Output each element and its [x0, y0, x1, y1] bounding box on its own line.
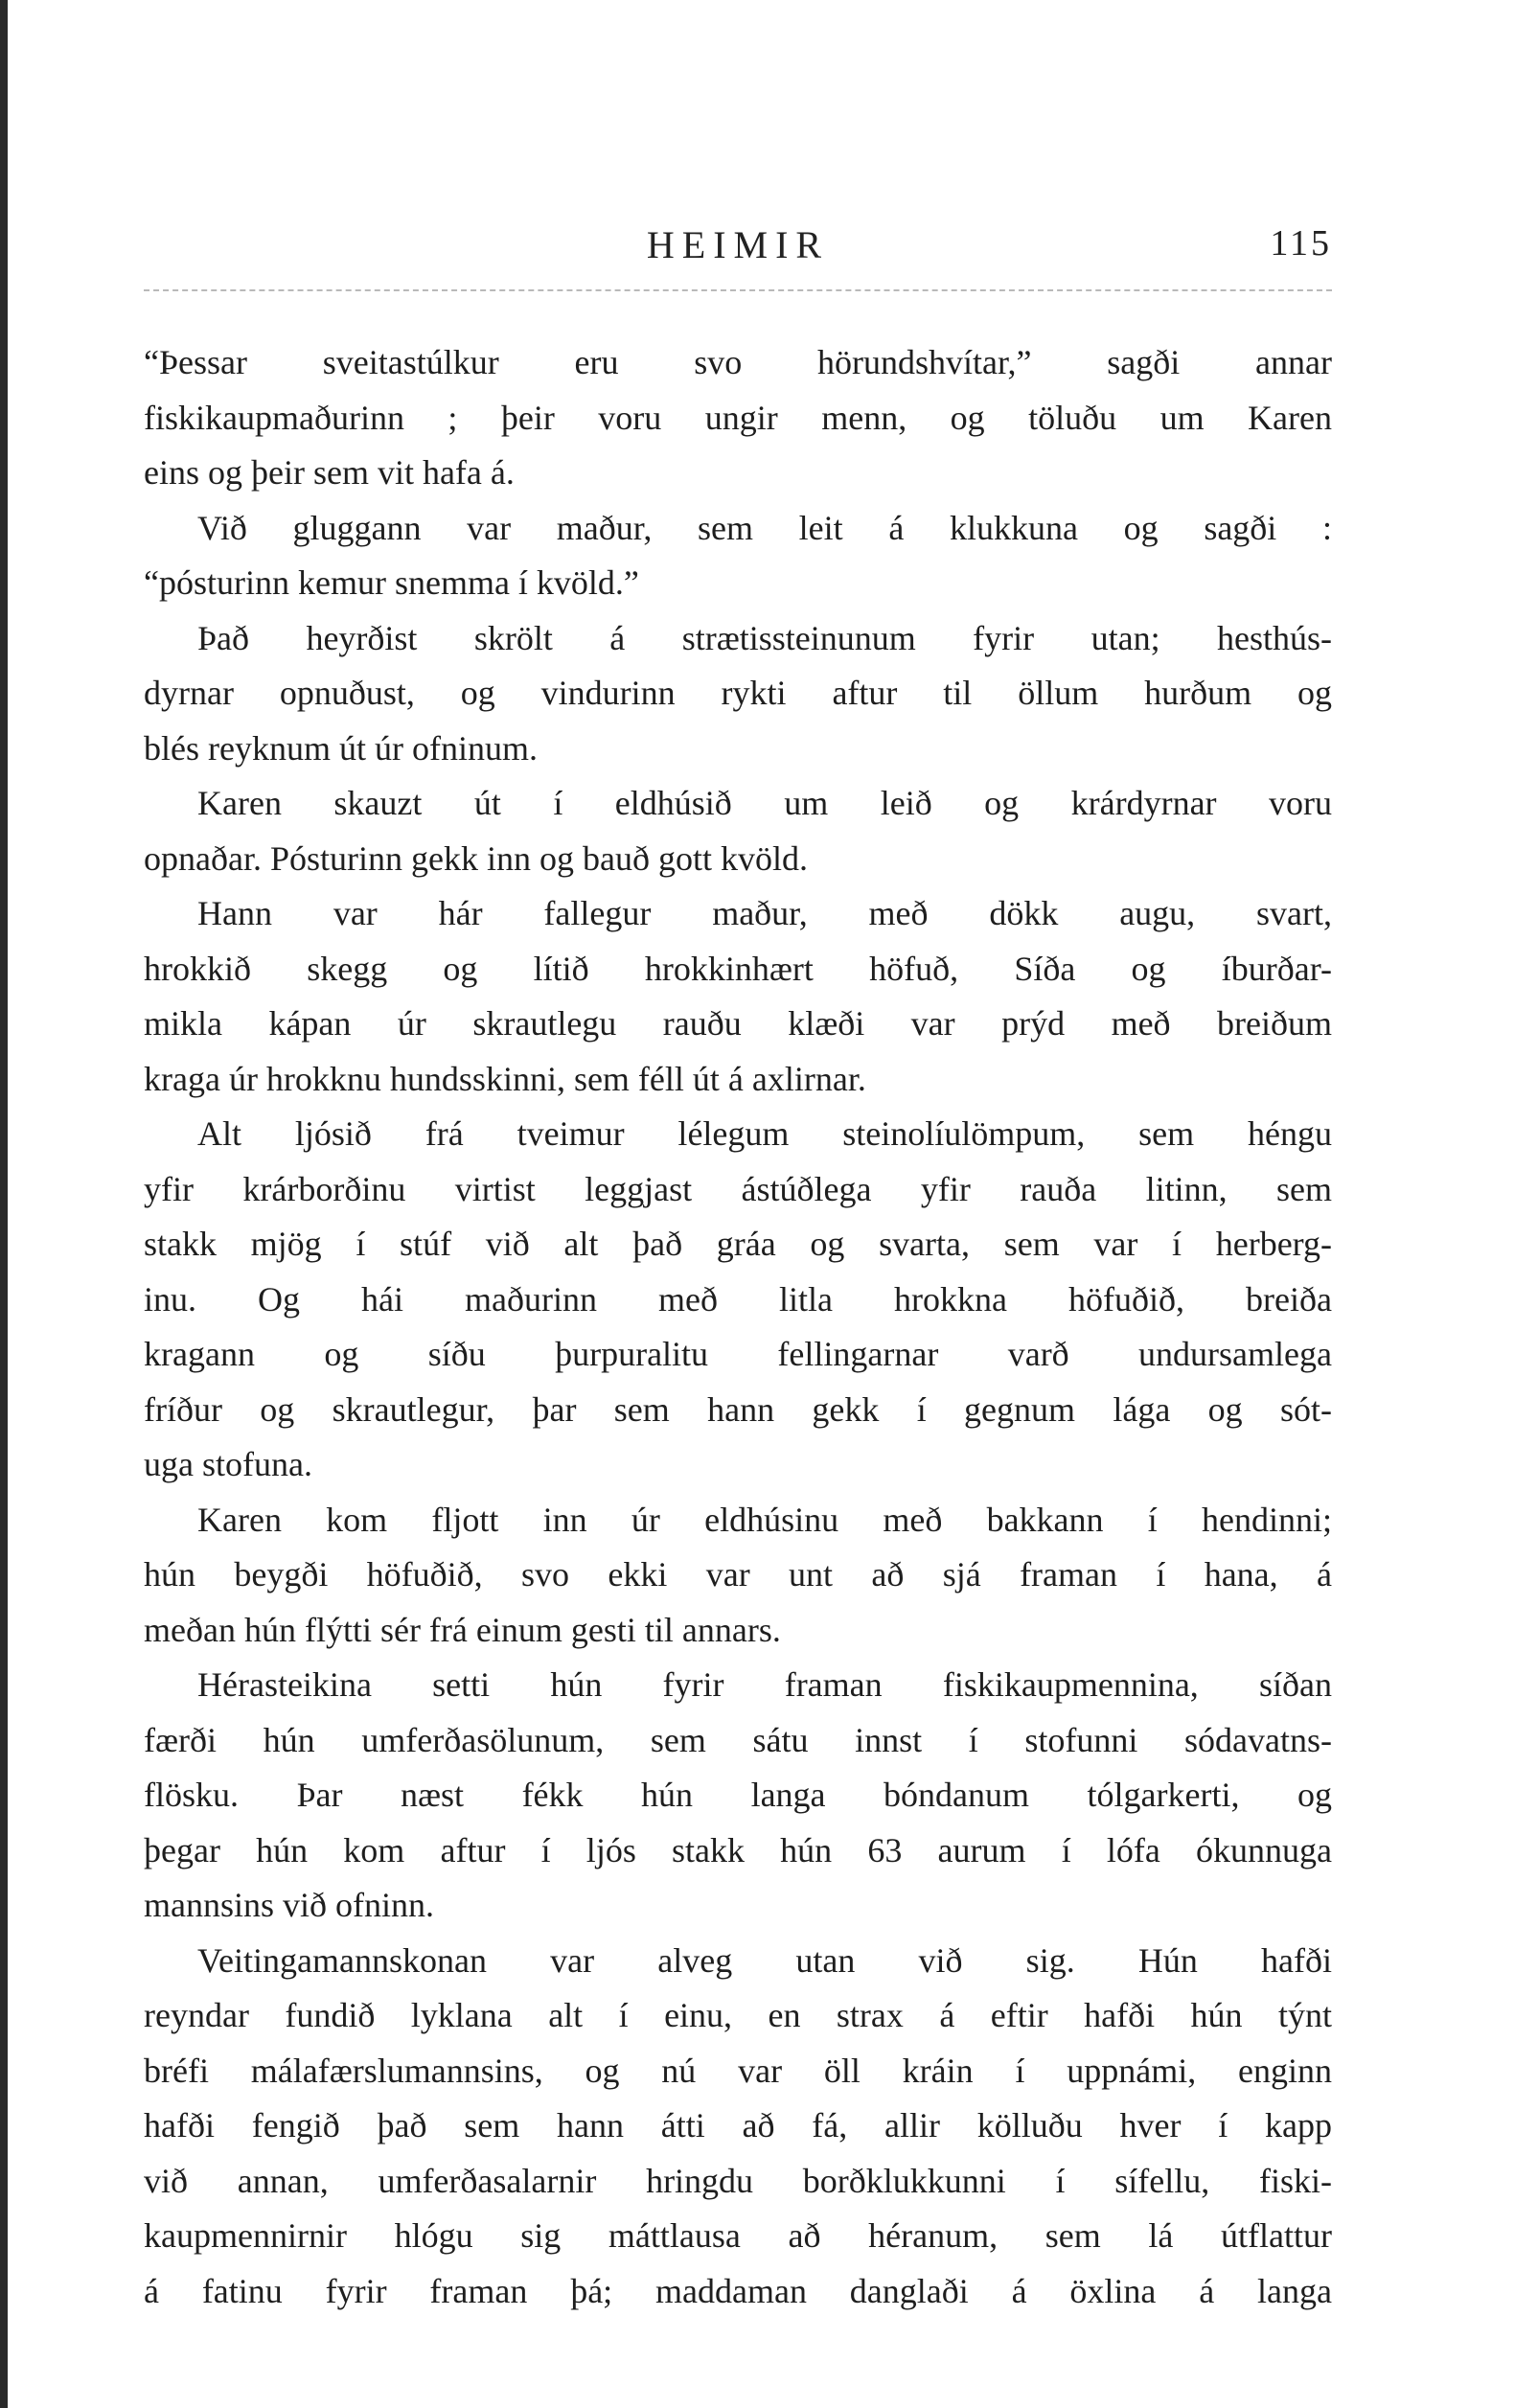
- body-text: [144, 335, 1332, 2319]
- paragraph: [144, 501, 1332, 611]
- text-line: Hann var hár fallegur maður, með dökk augu, svart,: [197, 894, 1332, 932]
- text-line: hún beygði höfuðið, svo ekki var unt að sjá framan í hana, á: [144, 1555, 1332, 1594]
- text-line: Karen skauzt út í eldhúsið um leið og krárdyrnar voru: [197, 784, 1332, 822]
- paragraph: [144, 1493, 1332, 1659]
- text-line: opnaðar. Pósturinn gekk inn og bauð gott kvöld.: [144, 838, 808, 878]
- paragraph: [144, 1107, 1332, 1493]
- text-line: eins og þeir sem vit hafa á.: [144, 453, 515, 492]
- text-line: inu. Og hái maðurinn með litla hrokkna höfuðið, breiða: [144, 1279, 1332, 1319]
- paragraph: [144, 611, 1332, 777]
- text-line: dyrnar opnuðust, og vindurinn rykti aftur til öllum hurðum og: [144, 674, 1332, 712]
- text-line: Við gluggann var maður, sem leit á klukkuna og sagði :: [197, 508, 1332, 547]
- text-line: þegar hún kom aftur í ljós stakk hún 63 aurum í lófa ókunnuga: [144, 1830, 1332, 1869]
- text-line: við annan, umferðasalarnir hringdu borðklukkunni í sífellu, fiski-: [144, 2161, 1332, 2200]
- page-edge-shadow: [0, 0, 8, 2408]
- paragraph: [144, 1934, 1332, 2320]
- paragraph: [144, 1658, 1332, 1934]
- text-line: Hérasteikina setti hún fyrir framan fiskikaupmennina, síðan: [197, 1665, 1332, 1704]
- page-header: [144, 222, 1332, 280]
- text-line: mikla kápan úr skrautlegu rauðu klæði var prýd með breiðum: [144, 1004, 1332, 1043]
- text-line: yfir krárborðinu virtist leggjast ástúðlega yfir rauða litinn, sem: [144, 1169, 1332, 1208]
- header-rule: [144, 289, 1332, 291]
- running-head: HEIMIR: [646, 223, 830, 266]
- text-line: fríður og skrautlegur, þar sem hann gekk í gegnum lága og sót-: [144, 1389, 1332, 1429]
- text-line: “Þessar sveitastúlkur eru svo hörundshvítar,” sagði annar: [144, 343, 1332, 381]
- text-line: á fatinu fyrir framan þá; maddaman danglaði á öxlina á langa: [144, 2271, 1332, 2310]
- text-line: mannsins við ofninn.: [144, 1886, 434, 1924]
- text-line: bréfi málafærslumannsins, og nú var öll kráin í uppnámi, enginn: [144, 2051, 1332, 2090]
- text-line: “pósturinn kemur snemma í kvöld.”: [144, 563, 639, 602]
- text-line: Alt ljósið frá tveimur lélegum steinolíulömpum, sem héngu: [197, 1114, 1332, 1153]
- text-line: reyndar fundið lyklana alt í einu, en strax á eftir hafði hún týnt: [144, 1996, 1332, 2034]
- text-line: kragann og síðu þurpuralitu fellingarnar varð undursamlega: [144, 1335, 1332, 1373]
- text-line: uga stofuna.: [144, 1445, 312, 1483]
- text-line: Veitingamannskonan var alveg utan við sig. Hún hafði: [197, 1940, 1332, 1980]
- text-line: fiskikaupmaðurinn ; þeir voru ungir menn, og töluðu um Karen: [144, 398, 1332, 437]
- text-line: stakk mjög í stúf við alt það gráa og svarta, sem var í herberg-: [144, 1225, 1332, 1263]
- text-line: Karen kom fljott inn úr eldhúsinu með bakkann í hendinni;: [197, 1500, 1332, 1539]
- text-line: meðan hún flýtti sér frá einum gesti til annars.: [144, 1610, 781, 1649]
- text-line: færði hún umferðasölunum, sem sátu innst í stofunni sódavatns-: [144, 1720, 1332, 1759]
- text-line: flösku. Þar næst fékk hún langa bóndanum tólgarkerti, og: [144, 1776, 1332, 1814]
- text-line: Það heyrðist skrölt á strætissteinunum fyrir utan; hesthús-: [197, 618, 1332, 657]
- paragraph: [144, 886, 1332, 1107]
- paragraph: [144, 335, 1332, 501]
- text-line: kraga úr hrokknu hundsskinni, sem féll út á axlirnar.: [144, 1059, 866, 1098]
- text-line: kaupmennirnir hlógu sig máttlausa að héranum, sem lá útflattur: [144, 2216, 1332, 2255]
- page-number: 115: [1270, 223, 1332, 264]
- text-line: hafði fengið það sem hann átti að fá, allir kölluðu hver í kapp: [144, 2106, 1332, 2144]
- text-line: blés reyknum út úr ofninum.: [144, 728, 538, 768]
- text-line: hrokkið skegg og lítið hrokkinhært höfuð, Síða og íburðar-: [144, 949, 1332, 988]
- paragraph: [144, 776, 1332, 886]
